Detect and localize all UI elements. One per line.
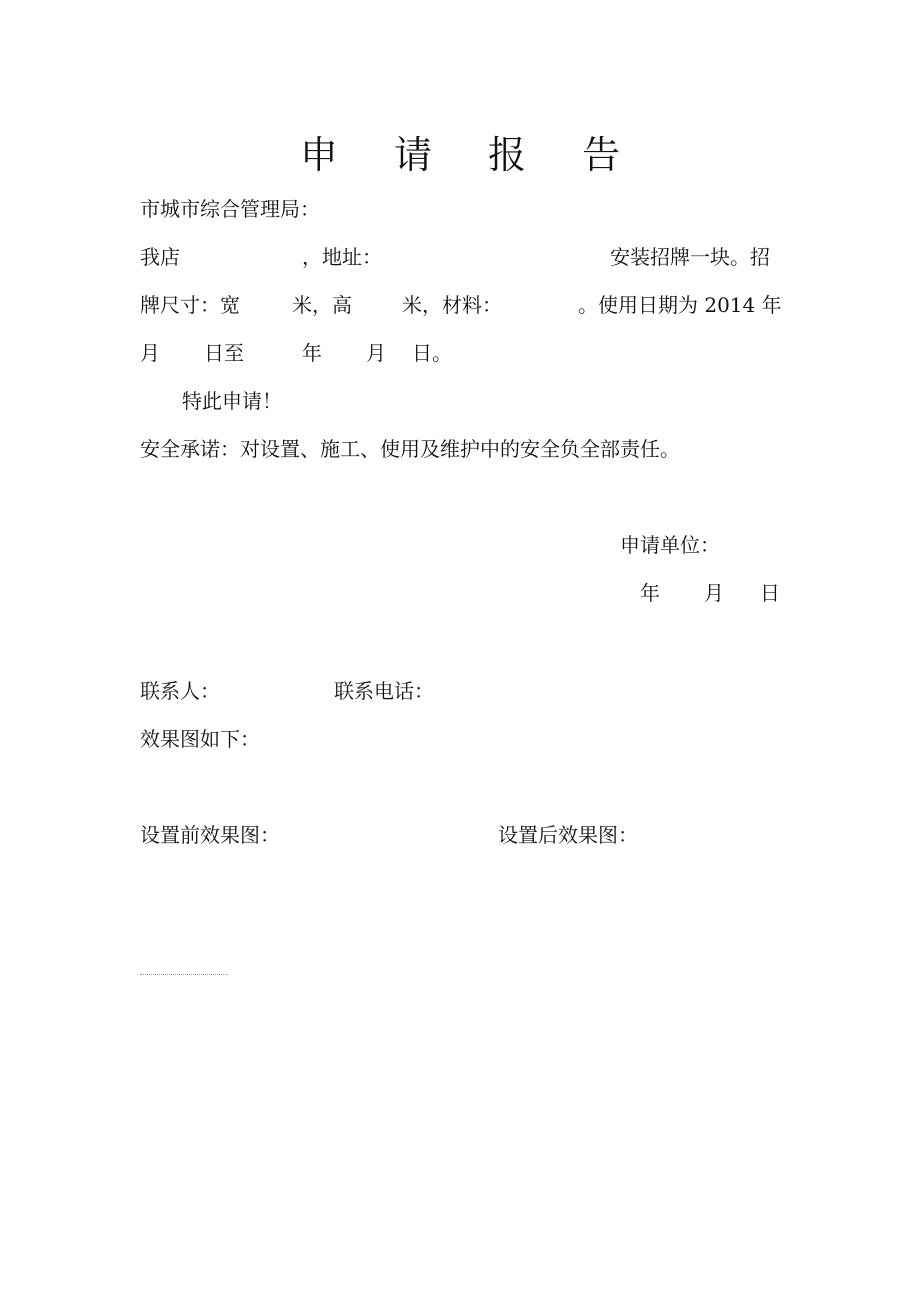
contact-person-label: 联系人： xyxy=(140,679,220,703)
sign-height-label: 米，高 xyxy=(292,293,352,317)
document-title: 申 请 报 告 xyxy=(299,133,643,177)
after-effect-label: 设置后效果图： xyxy=(498,823,638,847)
install-sign-text: 安装招牌一块。招 xyxy=(610,245,770,269)
end-day-label: 日。 xyxy=(412,341,452,365)
end-month-label: 月 xyxy=(366,341,386,365)
effects-heading: 效果图如下： xyxy=(140,727,260,751)
end-year-label: 年 xyxy=(302,341,322,365)
sign-day-label: 日 xyxy=(760,581,780,605)
sign-month-label: 月 xyxy=(704,581,724,605)
start-month-label: 月 xyxy=(140,341,160,365)
before-effect-label: 设置前效果图： xyxy=(140,823,280,847)
usage-date-text: 。使用日期为 2014 年 xyxy=(578,293,782,317)
sign-material-label: 米，材料： xyxy=(402,293,502,317)
contact-phone-label: 联系电话： xyxy=(334,679,434,703)
shop-label: 我店 xyxy=(140,245,180,269)
applicant-label: 申请单位： xyxy=(620,533,720,557)
start-day-to-label: 日至 xyxy=(204,341,244,365)
footnote-divider xyxy=(140,974,228,975)
sign-width-label: 牌尺寸：宽 xyxy=(140,293,240,317)
safety-commitment: 安全承诺：对设置、施工、使用及维护中的安全负全部责任。 xyxy=(140,437,680,461)
sign-year-label: 年 xyxy=(640,581,660,605)
request-text: 特此申请！ xyxy=(182,389,282,413)
address-label: ，地址： xyxy=(302,245,382,269)
addressee: 市城市综合管理局： xyxy=(140,197,320,221)
